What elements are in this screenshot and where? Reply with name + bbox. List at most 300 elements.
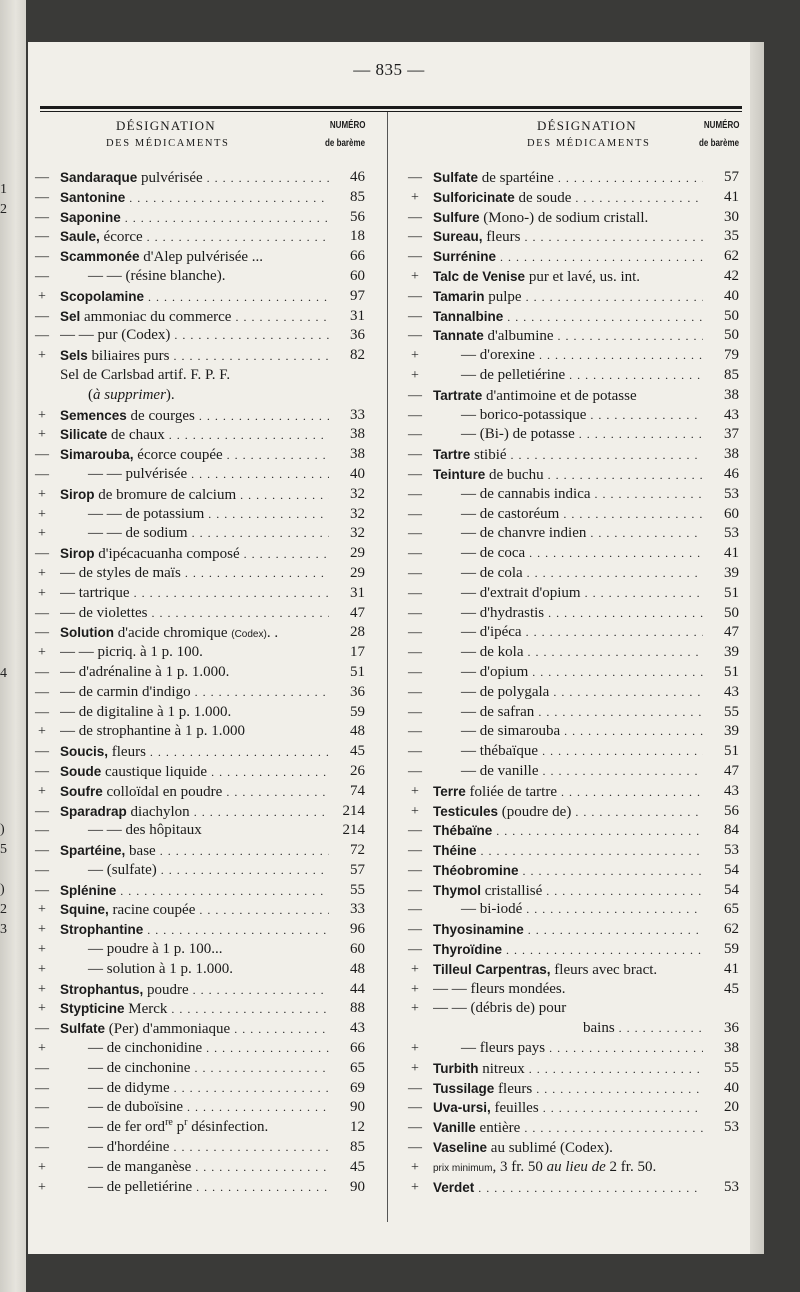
medication-name bbox=[433, 762, 703, 782]
row-sign: + bbox=[411, 1041, 419, 1057]
row-sign: + bbox=[38, 724, 46, 740]
table-row bbox=[401, 900, 739, 920]
bareme-number: 41 bbox=[724, 545, 739, 562]
bareme-number: 214 bbox=[342, 802, 365, 819]
row-sign: — bbox=[35, 605, 49, 621]
text-segment: Tilleul Carpentras, bbox=[433, 961, 551, 977]
table-row bbox=[28, 524, 365, 544]
text-segment: (Mono-) de sodium cristall. bbox=[479, 209, 649, 226]
text-segment: Scopolamine bbox=[60, 288, 145, 304]
table-row bbox=[28, 445, 365, 465]
row-sign: — bbox=[35, 447, 49, 463]
text-segment: de bromure de calcium bbox=[94, 486, 237, 503]
table-row bbox=[401, 821, 739, 841]
medication-name bbox=[433, 564, 703, 584]
table-row bbox=[401, 1019, 739, 1039]
bareme-number: 51 bbox=[350, 663, 365, 680]
row-sign: + bbox=[38, 585, 46, 601]
bareme-heading: de barème bbox=[324, 138, 365, 149]
text-segment: 2 fr. 50. bbox=[605, 1158, 657, 1175]
medication-name bbox=[60, 802, 329, 823]
edge-mark: 3 bbox=[0, 922, 7, 937]
table-row bbox=[401, 1158, 739, 1178]
table-row bbox=[401, 584, 739, 604]
table-row bbox=[28, 208, 365, 228]
medication-name bbox=[60, 247, 329, 268]
text-segment: — d'extrait d'opium bbox=[461, 584, 581, 601]
row-sign: — bbox=[35, 189, 49, 205]
text-segment: Théine bbox=[433, 843, 477, 859]
edge-mark: 2 bbox=[0, 202, 7, 217]
medication-name bbox=[433, 168, 703, 189]
table-row bbox=[401, 604, 739, 624]
row-sign: + bbox=[38, 942, 46, 958]
bareme-number: 32 bbox=[350, 525, 365, 542]
row-sign: — bbox=[35, 308, 49, 324]
text-segment: au sublimé (Codex). bbox=[487, 1140, 613, 1157]
text-segment: — de didyme bbox=[88, 1079, 170, 1096]
medication-name bbox=[60, 208, 329, 229]
text-segment: — tartrique bbox=[60, 584, 130, 601]
row-sign: + bbox=[38, 645, 46, 661]
medication-name bbox=[433, 425, 703, 445]
bareme-number: 60 bbox=[350, 941, 365, 958]
row-sign: — bbox=[35, 466, 49, 482]
text-segment: Théobromine bbox=[433, 862, 519, 878]
medication-name bbox=[60, 663, 329, 683]
row-sign: — bbox=[408, 427, 422, 443]
text-segment: — d'ipéca bbox=[461, 624, 522, 641]
bareme-number: 31 bbox=[350, 584, 365, 601]
bareme-number: 47 bbox=[724, 624, 739, 641]
row-sign: — bbox=[35, 803, 49, 819]
text-segment: Thyroïdine bbox=[433, 942, 503, 958]
table-row bbox=[401, 999, 739, 1019]
text-segment: re bbox=[165, 1118, 173, 1129]
medication-name bbox=[60, 307, 329, 328]
text-segment: — de coca bbox=[461, 545, 526, 562]
medication-name bbox=[60, 920, 329, 941]
text-segment: — de styles de maïs bbox=[60, 564, 181, 581]
medication-name bbox=[433, 267, 703, 288]
bareme-number: 66 bbox=[350, 1040, 365, 1057]
text-segment: — de chanvre indien bbox=[461, 525, 587, 542]
bareme-number: 36 bbox=[350, 327, 365, 344]
row-sign: — bbox=[35, 1120, 49, 1136]
bareme-number: 97 bbox=[350, 287, 365, 304]
bareme-number: 48 bbox=[350, 960, 365, 977]
text-segment: Thébaïne bbox=[433, 823, 493, 839]
table-row bbox=[401, 287, 739, 307]
text-segment: (Codex) bbox=[231, 629, 267, 641]
row-sign: + bbox=[38, 427, 46, 443]
text-segment: Vanille bbox=[433, 1120, 476, 1136]
table-row bbox=[401, 465, 739, 485]
medication-name bbox=[433, 782, 703, 803]
bareme-number: 88 bbox=[350, 1000, 365, 1017]
bareme-number: 55 bbox=[724, 1059, 739, 1076]
medication-name bbox=[433, 584, 703, 604]
row-sign: — bbox=[408, 486, 422, 502]
row-sign: — bbox=[408, 407, 422, 423]
row-sign: — bbox=[408, 843, 422, 859]
table-row bbox=[401, 445, 739, 465]
row-sign: + bbox=[38, 981, 46, 997]
bareme-number: 55 bbox=[724, 703, 739, 720]
row-sign: — bbox=[408, 862, 422, 878]
row-sign: — bbox=[408, 763, 422, 779]
column-header bbox=[28, 116, 365, 158]
bareme-number: 20 bbox=[724, 1099, 739, 1116]
bareme-number: 85 bbox=[350, 188, 365, 205]
table-row bbox=[28, 1138, 365, 1158]
text-segment: Sureau, bbox=[433, 229, 483, 245]
text-segment: colloïdal en poudre bbox=[102, 783, 223, 800]
row-sign: — bbox=[408, 546, 422, 562]
text-segment: d'Alep pulvérisée ... bbox=[139, 249, 264, 266]
column-divider bbox=[387, 112, 388, 1222]
medication-name bbox=[60, 465, 329, 485]
text-segment: — de cinchonidine bbox=[88, 1040, 203, 1057]
text-segment: poudre bbox=[143, 981, 189, 998]
row-sign: + bbox=[38, 922, 46, 938]
bareme-number: 37 bbox=[724, 426, 739, 443]
bareme-number: 65 bbox=[350, 1059, 365, 1076]
table-row bbox=[28, 465, 365, 485]
text-segment: — de cannabis indica bbox=[461, 485, 591, 502]
medication-name bbox=[60, 861, 329, 881]
row-sign: + bbox=[38, 783, 46, 799]
row-sign: — bbox=[35, 664, 49, 680]
table-row bbox=[401, 564, 739, 584]
medication-name bbox=[433, 802, 703, 823]
table-row bbox=[401, 1079, 739, 1099]
text-segment: Terre bbox=[433, 783, 466, 799]
bareme-number: 54 bbox=[724, 881, 739, 898]
row-sign: — bbox=[408, 1100, 422, 1116]
text-segment: feuilles bbox=[490, 1100, 539, 1117]
medication-name bbox=[433, 227, 703, 248]
bareme-number: 51 bbox=[724, 584, 739, 601]
medication-name bbox=[433, 841, 703, 862]
medication-name bbox=[60, 485, 329, 506]
table-row bbox=[28, 505, 365, 525]
medication-name bbox=[433, 920, 703, 941]
text-segment: Turbith bbox=[433, 1060, 479, 1076]
text-segment: entière bbox=[475, 1120, 521, 1137]
text-segment: Tannate bbox=[433, 328, 484, 344]
text-segment: Thymol bbox=[433, 882, 482, 898]
bareme-number: 69 bbox=[350, 1079, 365, 1096]
table-row bbox=[401, 643, 739, 663]
bareme-number: 90 bbox=[350, 1099, 365, 1116]
text-segment: — de vanille bbox=[461, 762, 539, 779]
row-sign: + bbox=[411, 961, 419, 977]
row-sign: — bbox=[35, 684, 49, 700]
bareme-number: 45 bbox=[350, 743, 365, 760]
bareme-number: 53 bbox=[724, 842, 739, 859]
document-page bbox=[28, 42, 750, 1254]
text-segment: Simarouba, bbox=[60, 447, 134, 463]
row-sign: + bbox=[411, 1001, 419, 1017]
text-segment: Surrénine bbox=[433, 249, 497, 265]
text-segment: — de simarouba bbox=[461, 723, 561, 740]
bareme-number: 53 bbox=[724, 1178, 739, 1195]
bareme-number: 33 bbox=[350, 406, 365, 423]
table-row bbox=[28, 980, 365, 1000]
table-row bbox=[401, 386, 739, 406]
row-sign: — bbox=[35, 625, 49, 641]
table-row bbox=[28, 1098, 365, 1118]
bareme-number: 33 bbox=[350, 901, 365, 918]
table-row bbox=[28, 1079, 365, 1099]
text-segment: — de pelletiérine bbox=[88, 1178, 193, 1195]
text-segment: p bbox=[172, 1119, 185, 1136]
row-sign: — bbox=[35, 704, 49, 720]
bareme-number: 56 bbox=[350, 208, 365, 225]
bareme-number: 53 bbox=[724, 1119, 739, 1136]
text-segment: Silicate bbox=[60, 427, 108, 443]
text-segment: caustique liquide bbox=[101, 763, 208, 780]
medication-name bbox=[433, 188, 703, 209]
text-segment: — de violettes bbox=[60, 604, 148, 621]
left-entry-list bbox=[28, 168, 365, 1197]
row-sign: — bbox=[408, 170, 422, 185]
text-segment: cristallisé bbox=[481, 882, 543, 899]
text-segment: — — (résine blanche). bbox=[88, 267, 226, 284]
table-row bbox=[401, 524, 739, 544]
medication-name bbox=[433, 406, 703, 426]
medication-name bbox=[433, 1118, 703, 1139]
row-sign: — bbox=[35, 1060, 49, 1076]
bareme-number: 50 bbox=[724, 327, 739, 344]
medication-name bbox=[60, 683, 329, 703]
medication-name bbox=[60, 1039, 329, 1059]
bareme-number: 39 bbox=[724, 564, 739, 581]
medication-name bbox=[60, 742, 329, 763]
row-sign: + bbox=[411, 1179, 419, 1195]
table-row bbox=[28, 386, 365, 406]
bareme-number: 50 bbox=[724, 307, 739, 324]
table-row bbox=[28, 1178, 365, 1198]
table-row bbox=[401, 1039, 739, 1059]
row-sign: + bbox=[38, 288, 46, 304]
numero-heading: NUMÉRO bbox=[329, 120, 365, 131]
text-segment: fleurs bbox=[482, 229, 521, 246]
text-segment: base bbox=[125, 843, 156, 860]
medication-name bbox=[60, 445, 329, 466]
bareme-number: 53 bbox=[724, 525, 739, 542]
medication-name bbox=[60, 821, 329, 841]
row-sign: — bbox=[408, 308, 422, 324]
text-segment: fleurs bbox=[108, 744, 146, 761]
text-segment: Splénine bbox=[60, 882, 117, 898]
text-segment: Sulforicinate bbox=[433, 189, 515, 205]
row-sign: — bbox=[408, 229, 422, 245]
bareme-number: 12 bbox=[350, 1119, 365, 1136]
medication-name bbox=[433, 346, 703, 366]
row-sign: + bbox=[38, 1179, 46, 1195]
row-sign: — bbox=[35, 268, 49, 284]
table-row bbox=[28, 841, 365, 861]
row-sign: — bbox=[408, 249, 422, 265]
table-row bbox=[401, 505, 739, 525]
bareme-number: 42 bbox=[724, 267, 739, 284]
medication-name bbox=[433, 861, 703, 882]
bareme-number: 57 bbox=[724, 169, 739, 185]
text-segment: au lieu de bbox=[546, 1158, 606, 1175]
row-sign: — bbox=[408, 605, 422, 621]
page-number: — 835 — bbox=[353, 60, 425, 79]
medication-name bbox=[433, 999, 703, 1019]
medication-name bbox=[60, 1138, 329, 1158]
table-row bbox=[28, 1059, 365, 1079]
table-row bbox=[28, 960, 365, 980]
bareme-number: 72 bbox=[350, 842, 365, 859]
medication-name bbox=[433, 386, 703, 407]
bareme-number: 47 bbox=[350, 604, 365, 621]
table-row bbox=[401, 326, 739, 346]
table-row bbox=[28, 1019, 365, 1039]
table-row bbox=[28, 643, 365, 663]
text-segment: — borico-potassique bbox=[461, 406, 587, 423]
bareme-number: 26 bbox=[350, 762, 365, 779]
bareme-number: 46 bbox=[350, 169, 365, 185]
edge-mark: 2 bbox=[0, 902, 7, 917]
row-sign: + bbox=[411, 1159, 419, 1175]
medication-name bbox=[433, 465, 703, 486]
table-row bbox=[401, 782, 739, 802]
medication-name bbox=[60, 762, 329, 783]
bareme-number: 30 bbox=[724, 208, 739, 225]
row-sign: — bbox=[408, 506, 422, 522]
medication-name bbox=[60, 287, 329, 308]
table-row bbox=[28, 802, 365, 822]
text-segment: — poudre à 1 p. 100... bbox=[88, 941, 223, 958]
text-segment: Sel de Carlsbad artif. F. P. F. bbox=[60, 366, 231, 383]
table-row bbox=[401, 960, 739, 980]
bareme-number: 85 bbox=[350, 1139, 365, 1156]
table-row bbox=[401, 881, 739, 901]
medication-name bbox=[60, 386, 329, 406]
text-segment: Tamarin bbox=[433, 288, 485, 304]
row-sign: — bbox=[408, 645, 422, 661]
medication-name bbox=[60, 940, 329, 960]
bareme-number: 56 bbox=[724, 802, 739, 819]
text-segment: Sirop bbox=[60, 546, 95, 562]
text-segment: Sirop bbox=[60, 486, 95, 502]
row-sign: — bbox=[35, 546, 49, 562]
bareme-number: 84 bbox=[724, 822, 739, 839]
table-row bbox=[28, 703, 365, 723]
bareme-number: 40 bbox=[724, 1079, 739, 1096]
row-sign: — bbox=[408, 1080, 422, 1096]
text-segment: — fleurs pays bbox=[461, 1040, 546, 1057]
text-segment: . . bbox=[266, 625, 279, 642]
designation-heading: DÉSIGNATION bbox=[116, 118, 216, 133]
medication-name bbox=[433, 663, 703, 683]
bareme-number: 38 bbox=[350, 426, 365, 443]
bareme-number: 43 bbox=[724, 406, 739, 423]
text-segment: pur et lavé, us. int. bbox=[525, 268, 641, 285]
bareme-number: 54 bbox=[724, 861, 739, 878]
medication-name bbox=[433, 326, 703, 347]
row-sign: — bbox=[408, 288, 422, 304]
bareme-number: 31 bbox=[350, 307, 365, 324]
text-segment: — de castoréum bbox=[461, 505, 560, 522]
bareme-number: 214 bbox=[342, 822, 365, 839]
table-row bbox=[28, 227, 365, 247]
text-segment: à supprimer bbox=[93, 386, 166, 403]
text-segment: Verdet bbox=[433, 1179, 475, 1195]
medication-name bbox=[60, 564, 329, 584]
numero-heading: NUMÉRO bbox=[703, 120, 739, 131]
row-sign: — bbox=[35, 1100, 49, 1116]
bareme-number: 74 bbox=[350, 782, 365, 799]
text-segment: Uva-ursi, bbox=[433, 1100, 491, 1116]
medication-name bbox=[433, 643, 703, 663]
bareme-number: 59 bbox=[350, 703, 365, 720]
table-row bbox=[28, 604, 365, 624]
table-row bbox=[401, 841, 739, 861]
row-sign: + bbox=[38, 1159, 46, 1175]
text-segment: — de strophantine à 1 p. 1.000 bbox=[60, 723, 245, 740]
medication-name bbox=[433, 524, 703, 544]
medication-name bbox=[433, 505, 703, 525]
row-sign: — bbox=[408, 1140, 422, 1156]
row-sign: + bbox=[38, 1041, 46, 1057]
medication-name bbox=[60, 1178, 329, 1198]
table-row bbox=[401, 247, 739, 267]
medication-name bbox=[60, 425, 329, 446]
medication-name bbox=[60, 188, 329, 209]
medication-name bbox=[60, 782, 329, 803]
table-row bbox=[401, 920, 739, 940]
table-row bbox=[28, 999, 365, 1019]
row-sign: + bbox=[411, 783, 419, 799]
text-segment: — de duboïsine bbox=[88, 1099, 183, 1116]
text-segment: — — des hôpitaux bbox=[88, 822, 202, 839]
text-segment: Strophantus, bbox=[60, 981, 144, 997]
row-sign: + bbox=[38, 961, 46, 977]
medication-name bbox=[60, 267, 329, 287]
bareme-number: 51 bbox=[724, 663, 739, 680]
adjacent-page-edge bbox=[0, 0, 26, 1292]
bareme-number: 60 bbox=[350, 267, 365, 284]
table-row bbox=[401, 980, 739, 1000]
text-segment: Tartre bbox=[433, 447, 471, 463]
text-segment: de buchu bbox=[485, 466, 544, 483]
bareme-number: 62 bbox=[724, 921, 739, 938]
designation-subheading: DES MÉDICAMENTS bbox=[527, 138, 651, 149]
medication-name bbox=[60, 623, 329, 645]
bareme-number: 29 bbox=[350, 545, 365, 562]
text-segment: diachylon bbox=[126, 803, 190, 820]
table-row bbox=[401, 623, 739, 643]
row-sign: — bbox=[408, 684, 422, 700]
text-segment: — solution à 1 p. 1.000. bbox=[88, 960, 233, 977]
text-segment: racine coupée bbox=[108, 902, 196, 919]
text-segment: — (Bi-) de potasse bbox=[461, 426, 575, 443]
row-sign: — bbox=[35, 249, 49, 265]
bareme-number: 51 bbox=[724, 743, 739, 760]
table-row bbox=[401, 1178, 739, 1198]
row-sign: — bbox=[408, 942, 422, 958]
bareme-number: 41 bbox=[724, 960, 739, 977]
table-row bbox=[28, 485, 365, 505]
table-row bbox=[28, 683, 365, 703]
text-segment: — d'hydrastis bbox=[461, 604, 545, 621]
